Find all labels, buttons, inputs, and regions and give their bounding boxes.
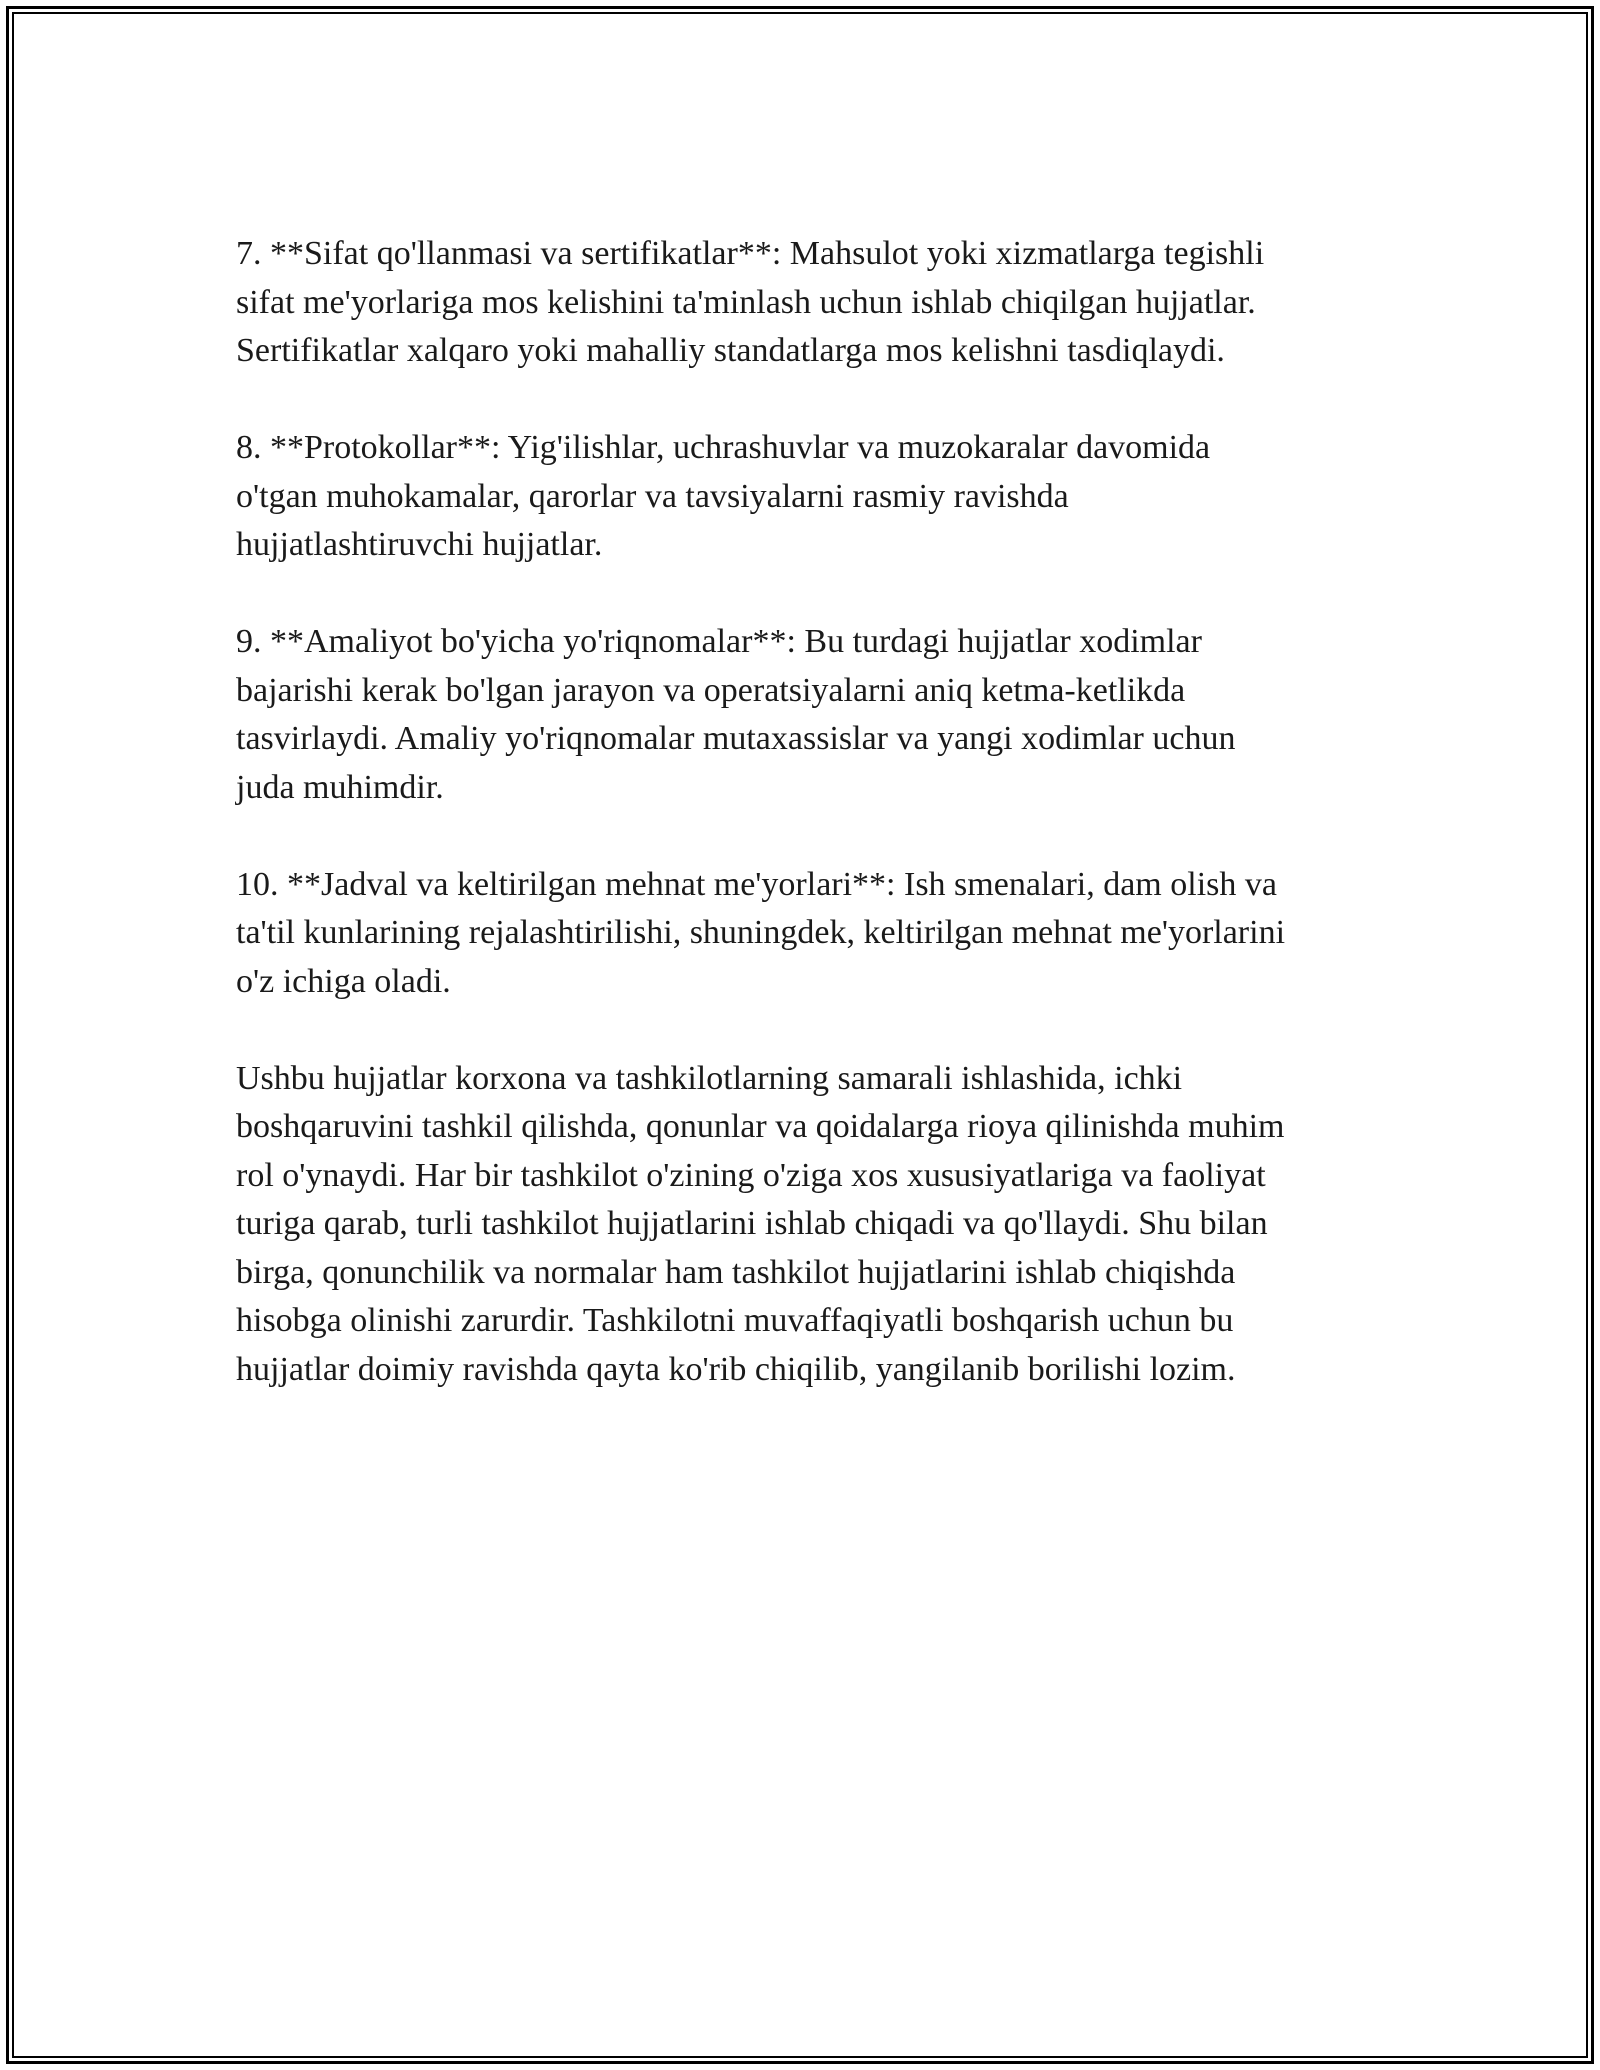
paragraph-conclusion: Ushbu hujjatlar korxona va tashkilotlarning samarali ishlashida, ichki boshqaruvini tashkil qilishda, qonunlar va qoidalarga rioya qilinishda muhim rol o'ynaydi. Har bir tashkilot o'zining o'ziga xos xususiyatlariga va faoliyat turiga qarab, turli tashkilot hujjatlarini ishlab chiqadi va qo'llaydi. Shu bilan birga, qonunchilik va normalar ham tashkilot hujjatlarini ishlab chiqishda hisobga olinishi zarurdir. Tashkilotni muvaffaqiyatli boshqarish uchun bu hujjatlar doimiy ravishda qayta ko'rib chiqilib, yangilanib borilishi lozim. (236, 1059, 1285, 1388)
paragraph-item-9: 9. **Amaliyot bo'yicha yo'riqnomalar**: Bu turdagi hujjatlar xodimlar bajarishi kerak bo'lgan jarayon va operatsiyalarni aniq ketma-ketlikda tasvirlaydi. Amaliy yo'riqnomalar mutaxassislar va yangi xodimlar uchun juda muhimdir. (236, 623, 1236, 806)
paragraph-item-8: 8. **Protokollar**: Yig'ilishlar, uchrashuvlar va muzokaralar davomida o'tgan muhokamalar, qarorlar va tavsiyalarni rasmiy ravishda hujjatlashtiruvchi hujjatlar. (236, 429, 1211, 563)
document-body (236, 230, 1396, 1394)
paragraph-item-7: 7. **Sifat qo'llanmasi va sertifikatlar**: Mahsulot yoki xizmatlarga tegishli sifat me'yorlariga mos kelishini ta'minlash uchun ishlab chiqilgan hujjatlar. Sertifikatlar xalqaro yoki mahalliy standatlarga mos kelishni tasdiqlaydi. (236, 235, 1265, 369)
paragraph-item-10: 10. **Jadval va keltirilgan mehnat me'yorlari**: Ish smenalari, dam olish va ta'til kunlarining rejalashtirilishi, shuningdek, keltirilgan mehnat me'yorlarini o'z ichiga oladi. (236, 865, 1286, 1000)
